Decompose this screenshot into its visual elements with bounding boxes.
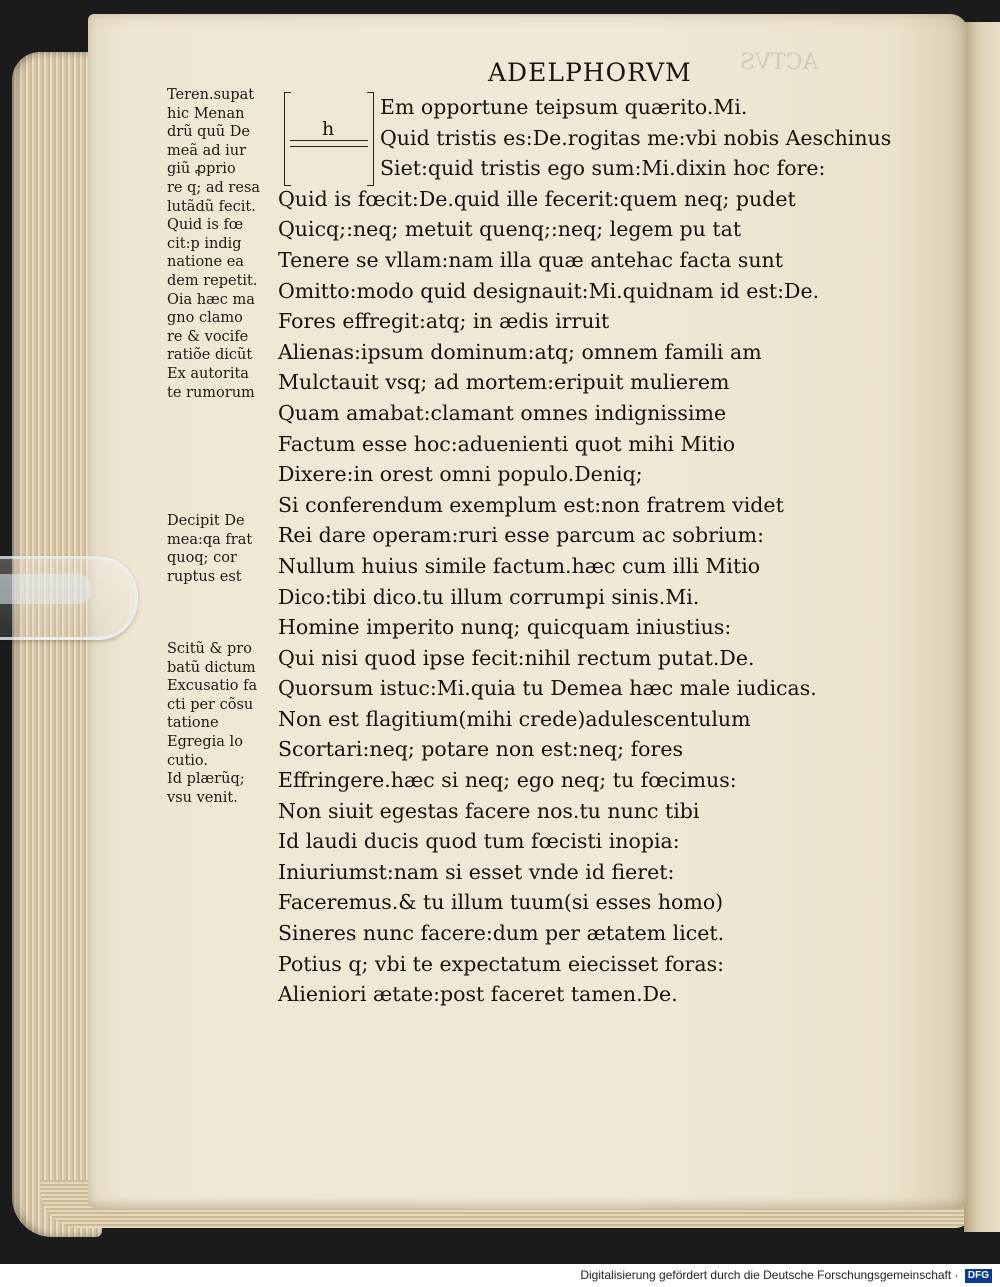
verse-line: Potius q; vbi te expectatum eiecisset foras: <box>278 951 724 976</box>
marginal-line: gno clamo <box>167 310 243 327</box>
running-title: ADELPHORVM <box>488 58 692 87</box>
verse-line: Non siuit egestas facere nos.tu nunc tibi <box>278 798 700 823</box>
verse-line: Homine imperito nunq; quicquam iniustius: <box>278 615 732 640</box>
book-clip <box>0 556 138 640</box>
verse-line: Sineres nunc facere:dum per ætatem licet. <box>278 921 725 946</box>
verse-line: Faceremus.& tu illum tuum(si esses homo) <box>278 890 724 915</box>
funding-footer <box>0 1264 1000 1287</box>
marginal-line: meã ad iur <box>167 142 247 159</box>
verse-line: Non est flagitium(mihi crede)adulescentulum <box>278 706 751 731</box>
marginal-line: hic Menan <box>167 105 245 122</box>
marginal-line: te rumorum <box>167 384 255 401</box>
verse-line: Qui nisi quod ipse fecit:nihil rectum putat.De. <box>278 645 755 670</box>
marginal-line: re q; ad resa <box>167 179 261 196</box>
marginal-line: batũ dictum <box>167 659 256 676</box>
marginal-line: Id plærũq; <box>167 771 245 788</box>
verse-line: Quam amabat:clamant omnes indignissime <box>278 400 727 425</box>
marginal-line: ruptus est <box>167 568 242 585</box>
marginal-line: Ex autorita <box>167 365 249 382</box>
guide-letter: h <box>322 118 335 140</box>
marginal-line: mea:qa frat <box>167 531 253 548</box>
verse-line: Em opportune teipsum quærito.Mi. <box>380 95 748 119</box>
marginal-line: cit:p indig <box>167 235 242 252</box>
marginal-line: Quid is fœ <box>167 217 244 234</box>
verse-line: Si conferendum exemplum est:non fratrem videt <box>278 492 784 517</box>
verse-line: Tenere se vllam:nam illa quæ antehac facta sunt <box>278 247 783 272</box>
opposite-page-edge <box>964 22 1000 1232</box>
dfg-logo: DFG <box>965 1269 992 1283</box>
verse-line: Quicq;:neq; metuit quenq;:neq; legem pu tat <box>278 217 742 242</box>
marginal-line: Oia hæc ma <box>167 291 255 308</box>
marginal-note-2 <box>167 512 277 586</box>
marginal-line: ratiõe dicũt <box>167 347 253 364</box>
verse-line: Alienas:ipsum dominum:atq; omnem famili am <box>278 339 762 364</box>
marginal-line: dem repetit. <box>167 272 258 289</box>
marginal-line: cti per cõsu <box>167 696 254 713</box>
marginal-note-1 <box>167 86 277 402</box>
verse-line: Id laudi ducis quod tum fœcisti inopia: <box>278 829 680 854</box>
marginal-line: re & vocife <box>167 328 249 345</box>
marginal-line: quoq; cor <box>167 550 237 567</box>
verse-line: Quid tristis es:De.rogitas me:vbi nobis Aeschinus <box>380 125 892 150</box>
verse-line: Fores effregit:atq; in ædis irruit <box>278 309 610 334</box>
verse-line: Dixere:in orest omni populo.Deniq; <box>278 462 643 487</box>
marginal-note-3 <box>167 640 277 807</box>
marginal-line: lutãdũ fecit. <box>167 198 256 215</box>
verse-line: Effringere.hæc si neq; ego neq; tu fœcimus: <box>278 768 737 793</box>
marginal-line: Egregia lo <box>167 733 243 750</box>
verse-line: Nullum huius simile factum.hæc cum illi Mitio <box>278 553 761 578</box>
footer-text: Digitalisierung gefördert durch die Deutsche Forschungsgemeinschaft · <box>580 1268 959 1282</box>
verse-line: Factum esse hoc:aduenienti quot mihi Mitio <box>278 431 736 456</box>
verse-line: Alieniori ætate:post faceret tamen.De. <box>278 982 678 1007</box>
marginal-line: Scitũ & pro <box>167 641 252 657</box>
marginal-line: natione ea <box>167 254 244 271</box>
verse-line: Dico:tibi dico.tu illum corrumpi sinis.Mi. <box>278 584 700 609</box>
marginal-line: Teren.supat <box>167 87 255 103</box>
marginal-line: drũ quũ De <box>167 124 250 141</box>
marginal-line: vsu venit. <box>167 789 238 806</box>
verse-line: Rei dare operam:ruri esse parcum ac sobrium: <box>278 523 764 548</box>
marginal-line: Excusatio fa <box>167 678 258 695</box>
verse-line: Scortari:neq; potare non est:neq; fores <box>278 737 683 762</box>
marginal-line: giũ ꝓprio <box>167 161 236 178</box>
marginal-line: Decipit De <box>167 513 245 529</box>
verse-line: Quorsum istuc:Mi.quia tu Demea hæc male iudicas. <box>278 676 817 701</box>
marginal-line: tatione <box>167 715 219 732</box>
verse-line: Siet:quid tristis ego sum:Mi.dixin hoc fore: <box>380 156 826 181</box>
ghost-folio: ACTVS <box>740 50 819 75</box>
verse-line: Iniuriumst:nam si esset vnde id fieret: <box>278 859 675 884</box>
verse-line: Quid is fœcit:De.quid ille fecerit:quem neq; pudet <box>278 186 796 211</box>
verse-line: Omitto:modo quid designauit:Mi.quidnam id est:De. <box>278 278 820 303</box>
verse-text <box>278 92 928 1010</box>
verse-line: Mulctauit vsq; ad mortem:eripuit mulierem <box>278 370 730 395</box>
marginal-line: cutio. <box>167 752 209 769</box>
